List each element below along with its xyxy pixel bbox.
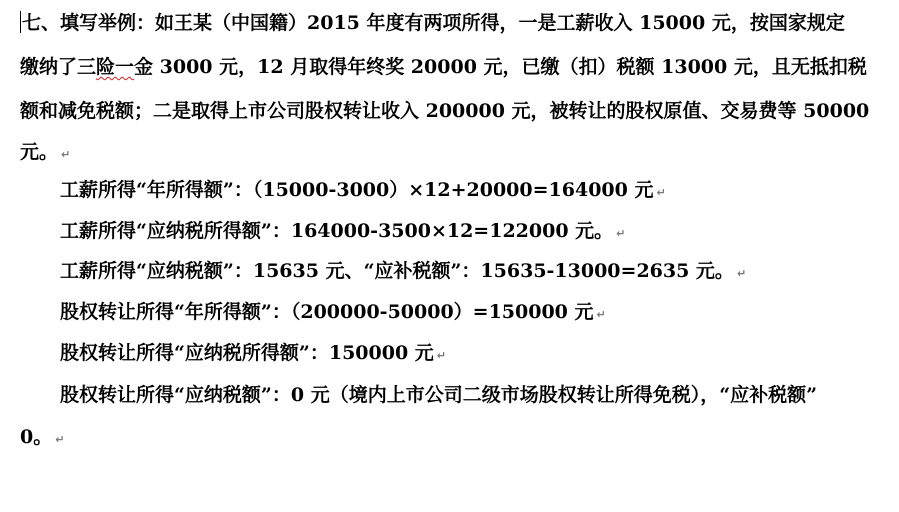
intro-text-1: 七、填写举例：如王某（中国籍）2015 年度有两项所得，一是工薪收入 15000 元，按国家规定: [22, 12, 845, 34]
last-line-1: [60, 383, 817, 407]
calc-text-5: 股权转让所得“应纳税所得额”：150000 元: [60, 342, 434, 364]
last-text-1: 股权转让所得“应纳税额”：0 元（境内上市公司二级市场股权转让所得免税），“应补税额”: [60, 384, 818, 406]
paragraph-mark-icon: ↵: [55, 433, 65, 446]
intro-text-2b: 金 3000 元，12 月取得年终奖 20000 元，已缴（扣）税额 13000 元，且无抵扣税: [134, 56, 867, 78]
paragraph-mark-icon: ↵: [616, 227, 626, 240]
spellcheck-flagged-word[interactable]: 险一: [96, 56, 135, 78]
intro-line-2: [20, 55, 867, 79]
intro-line-3: [20, 99, 869, 123]
intro-line-1: [20, 11, 845, 35]
paragraph-mark-icon: ↵: [736, 267, 747, 280]
calc-line-4: [60, 300, 606, 327]
calc-line-2: [60, 219, 625, 246]
paragraph-mark-icon: ↵: [656, 186, 666, 199]
intro-text-2a: 缴纳了三: [20, 56, 97, 78]
calc-line-1: [60, 178, 666, 205]
intro-text-3: 额和减免税额；二是取得上市公司股权转让收入 200000 元，被转让的股权原值、交易费等 50000: [20, 100, 870, 122]
paragraph-mark-icon: ↵: [436, 349, 447, 362]
intro-line-4: [20, 140, 70, 167]
calc-text-1: 工薪所得“年所得额”：（15000-3000）×12+20000=164000 元: [60, 179, 654, 201]
calc-text-2: 工薪所得“应纳税所得额”：164000-3500×12=122000 元。: [60, 220, 614, 242]
paragraph-mark-icon: ↵: [596, 308, 606, 321]
calc-text-4: 股权转让所得“年所得额”：（200000-50000）=150000 元: [60, 301, 594, 323]
last-line-2: [20, 425, 64, 452]
calc-line-3: [60, 259, 746, 286]
calc-line-5: [60, 341, 446, 368]
last-text-2: 0。: [20, 426, 53, 448]
intro-text-4: 元。: [20, 141, 59, 163]
text-cursor: [20, 11, 21, 33]
calc-text-3: 工薪所得“应纳税额”：15635 元、“应补税额”：15635-13000=2635 元。: [60, 260, 734, 282]
paragraph-mark-icon: ↵: [61, 148, 71, 161]
